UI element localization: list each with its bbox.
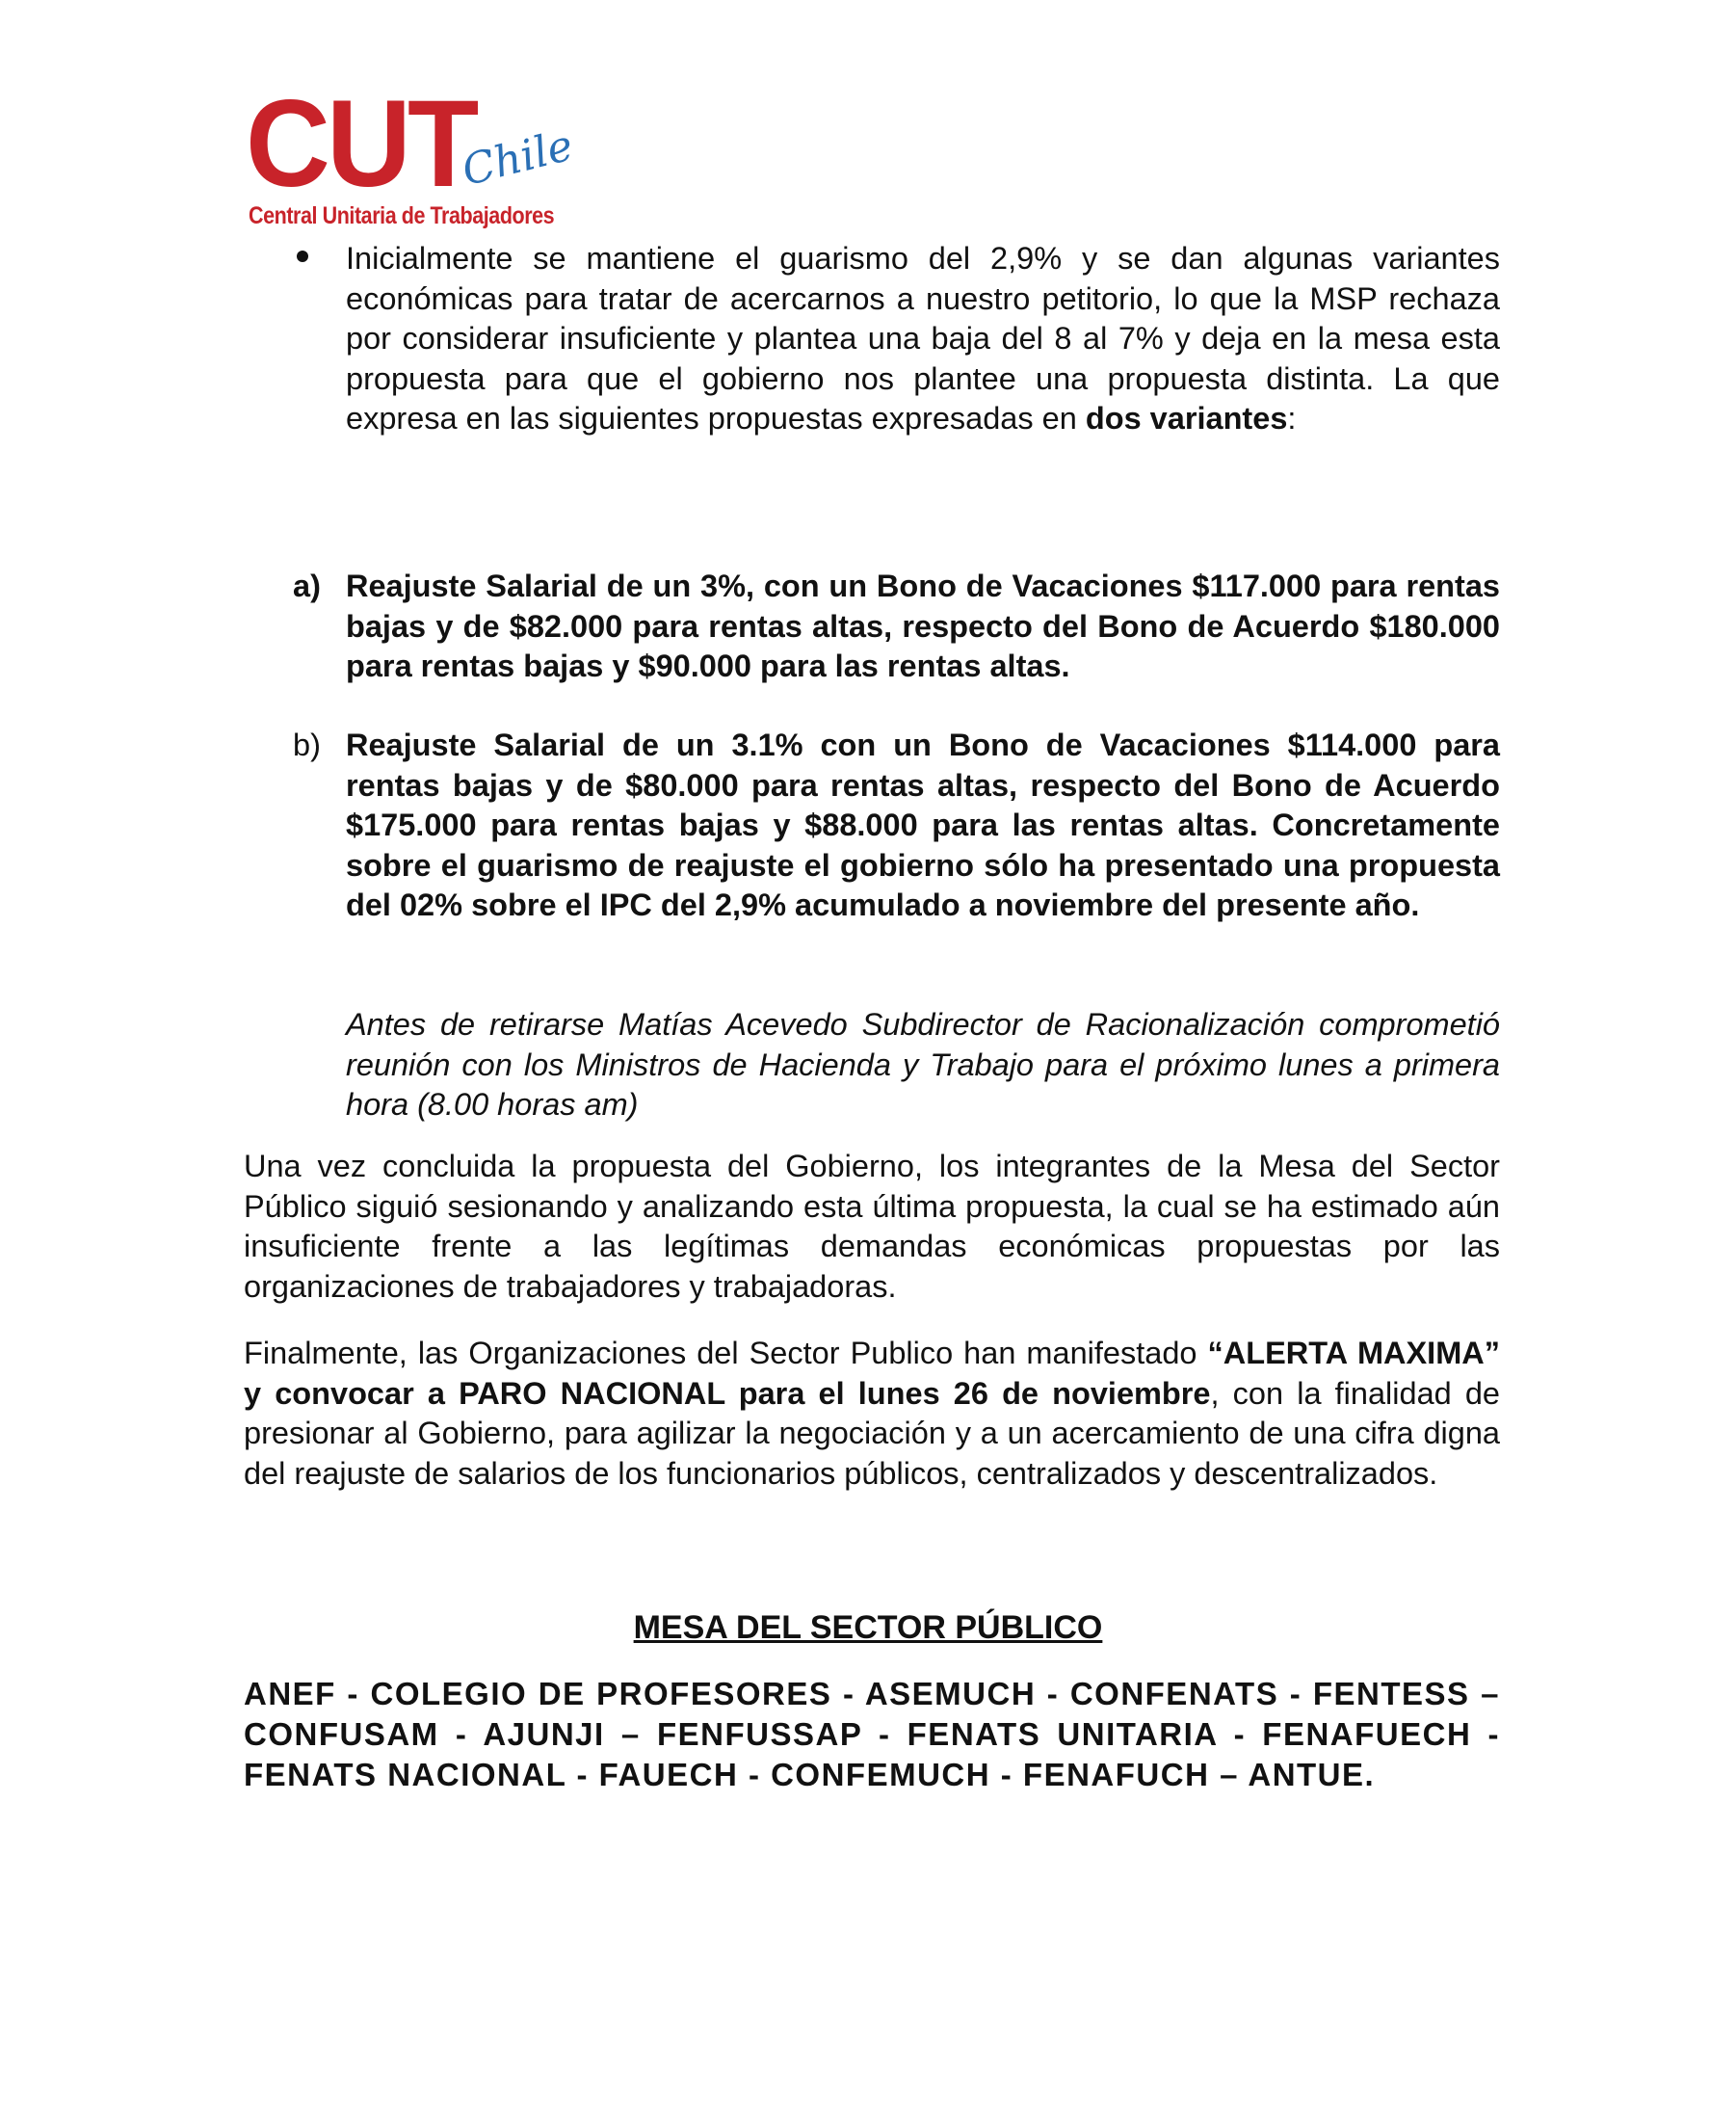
cut-chile-logo — [246, 75, 578, 236]
logo-subtitle: Central Unitaria de Trabajadores — [249, 202, 555, 229]
bullet-paragraph: Inicialmente se mantiene el guarismo del 2,9% y se dan algunas variantes económicas para tratar de acercarnos a nuestro petitorio, lo que la MSP rechaza por considerar insuficiente y plantea una baja del 8 al 7% y deja en la mesa esta propuesta para que el gobierno nos plantee una propuesta distinta. La que expresa en las siguientes propuestas expresadas en dos variantes: — [346, 241, 1500, 436]
italic-note: Antes de retirarse Matías Acevedo Subdirector de Racionalización comprometió reunión con los Ministros de Hacienda y Trabajo para el próximo lunes a primera hora (8.00 horas am) — [346, 1007, 1500, 1122]
signature-heading: MESA DEL SECTOR PÚBLICO — [633, 1609, 1103, 1646]
paragraph-conclusion: Una vez concluida la propuesta del Gobierno, los integrantes de la Mesa del Sector Público siguió sesionando y analizando esta última propuesta, la cual se ha estimado aún insuficiente frente a las legítimas demandas económicas propuestas por las organizaciones de trabajadores y trabajadoras. — [244, 1149, 1500, 1304]
bullet-icon — [297, 251, 308, 262]
variant-b-marker: b) — [293, 728, 321, 762]
logo-wordmark: CUT — [246, 75, 476, 213]
variant-a-text: Reajuste Salarial de un 3%, con un Bono de Vacaciones $117.000 para rentas bajas y de $82.000 para rentas altas, respecto del Bono de Acuerdo $180.000 para rentas bajas y $90.000 para las rentas altas. — [346, 569, 1500, 683]
paragraph-alert: Finalmente, las Organizaciones del Sector Publico han manifestado “ALERTA MAXIMA” y convocar a PARO NACIONAL para el lunes 26 de noviembre, con la finalidad de presionar al Gobierno, para agilizar la negociación y a un acercamiento de una cifra digna del reajuste de salarios de los funcionarios públicos, centralizados y descentralizados. — [244, 1336, 1501, 1491]
variant-a-marker: a) — [293, 569, 321, 603]
logo-country: Chile — [457, 120, 578, 196]
organizations-list: ANEF - COLEGIO DE PROFESORES - ASEMUCH - CONFENATS - FENTESS – CONFUSAM - AJUNJI – FENFUSSAP - FENATS UNITARIA - FENAFUECH - FENATS NACIONAL - FAUECH - CONFEMUCH - FENAFUCH – ANTUE. — [244, 1676, 1500, 1792]
variant-b-text: Reajuste Salarial de un 3.1% con un Bono de Vacaciones $114.000 para rentas bajas y de $80.000 para rentas altas, respecto del Bono de Acuerdo $175.000 para rentas bajas y $88.000 para las rentas altas. Concretamente sobre el guarismo de reajuste el gobierno sólo ha presentado una propuesta del 02% sobre el IPC del 2,9% acumulado a noviembre del presente año. — [346, 728, 1500, 922]
